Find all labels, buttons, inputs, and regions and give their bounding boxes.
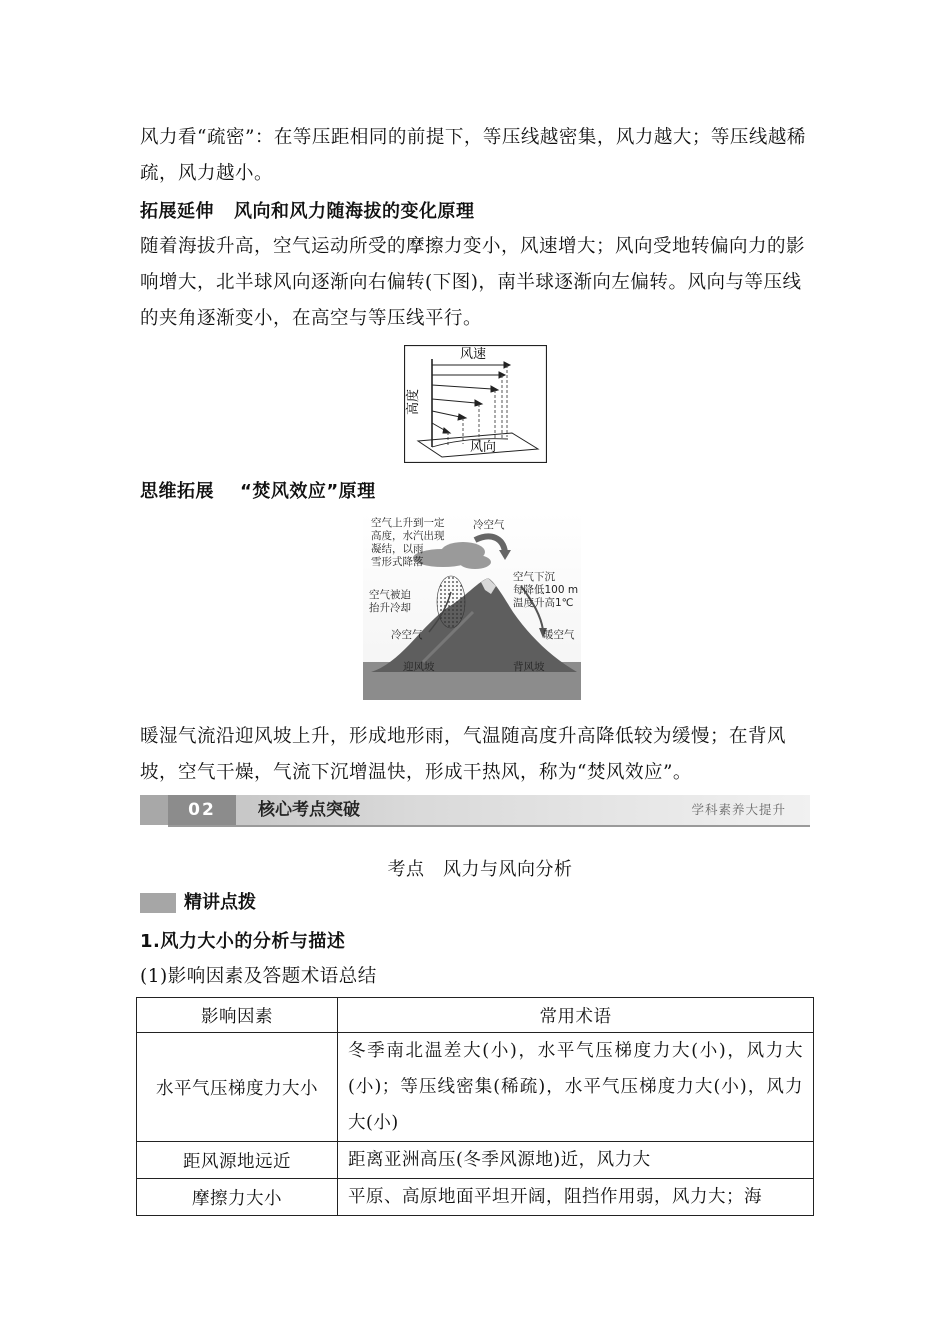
label-warm-air: 暖空气 [543, 629, 575, 641]
table-row [137, 1179, 814, 1216]
table-cell-factor: 距风源地远近 [137, 1142, 338, 1179]
banner-underline [168, 825, 810, 827]
banner-right: 学科素养大提升 [691, 802, 786, 817]
thinking-heading [140, 474, 820, 510]
label-cold-air-top: 冷空气 [473, 519, 505, 531]
label-direction: 风向 [470, 440, 497, 455]
note-rain-2: 高度，水汽出现 [371, 530, 445, 542]
banner-title: 核心考点突破 [258, 800, 360, 820]
table-row [137, 1033, 814, 1142]
extension-heading-title: 风向和风力随海拔的变化原理 [234, 201, 475, 222]
note-rain-3: 凝结，以雨 [371, 543, 424, 555]
paragraph-wind-density: 风力看“疏密”：在等压距相同的前提下，等压线越密集，风力越大；等压线越稀疏，风力越小。 [140, 127, 806, 184]
label-leeward: 背风坡 [513, 661, 545, 673]
section-heading: 考点 风力与风向分析 [387, 859, 573, 880]
heading-factors: (1)影响因素及答题术语总结 [140, 966, 377, 987]
foehn-effect-figure [363, 512, 581, 700]
factors-table [136, 997, 814, 1216]
label-windward: 迎风坡 [403, 661, 435, 673]
table-header-terms: 常用术语 [338, 998, 814, 1033]
note-rain-4: 雪形式降落 [371, 556, 424, 568]
banner-number: 02 [168, 795, 236, 825]
thinking-heading-label: 思维拓展 [140, 481, 214, 502]
banner-lead [140, 795, 168, 825]
heading-wind-force: 1.风力大小的分析与描述 [140, 931, 346, 952]
sub-tag-label: 精讲点拨 [184, 892, 256, 913]
note-sink-2: 每降低100 m [513, 584, 579, 596]
label-height: 高度 [406, 388, 421, 415]
wind-altitude-figure [404, 345, 547, 463]
table-cell-factor: 摩擦力大小 [137, 1179, 338, 1216]
extension-heading-label: 拓展延伸 [140, 201, 214, 222]
note-lift-1: 空气被迫 [369, 589, 411, 601]
section-banner [140, 795, 810, 827]
table-cell-factor: 水平气压梯度力大小 [137, 1033, 338, 1142]
label-cold-air-left: 冷空气 [391, 629, 423, 641]
paragraph-altitude-principle: 随着海拔升高，空气运动所受的摩擦力变小，风速增大；风向受地转偏向力的影响增大，北半球风向逐渐向右偏转(下图)，南半球逐渐向左偏转。风向与等压线的夹角逐渐变小，在高空与等压线平行。 [140, 236, 806, 329]
note-sink-1: 空气下沉 [513, 571, 555, 583]
table-row [137, 1142, 814, 1179]
table-header-factor: 影响因素 [137, 998, 338, 1033]
table-header-row [137, 998, 814, 1033]
table-cell-terms: 冬季南北温差大(小)，水平气压梯度力大(小)，风力大(小)；等压线密集(稀疏)，水平气压梯度力大(小)，风力大(小) [338, 1033, 814, 1142]
paragraph-foehn: 暖湿气流沿迎风坡上升，形成地形雨，气温随高度升高降低较为缓慢；在背风坡，空气干燥，气流下沉增温快，形成干热风，称为“焚风效应”。 [140, 726, 787, 783]
label-speed: 风速 [460, 347, 487, 362]
table-cell-terms: 平原、高原地面平坦开阔，阻挡作用弱，风力大；海 [338, 1179, 814, 1216]
table-cell-terms: 距离亚洲高压(冬季风源地)近，风力大 [338, 1142, 814, 1179]
sub-tag-block [140, 893, 176, 913]
note-rain-1: 空气上升到一定 [371, 517, 445, 529]
extension-heading [140, 194, 820, 230]
note-lift-2: 抬升冷却 [369, 602, 411, 614]
rising-air [437, 576, 465, 628]
note-sink-3: 温度升高1℃ [513, 597, 574, 609]
thinking-heading-title: “焚风效应”原理 [240, 481, 376, 502]
